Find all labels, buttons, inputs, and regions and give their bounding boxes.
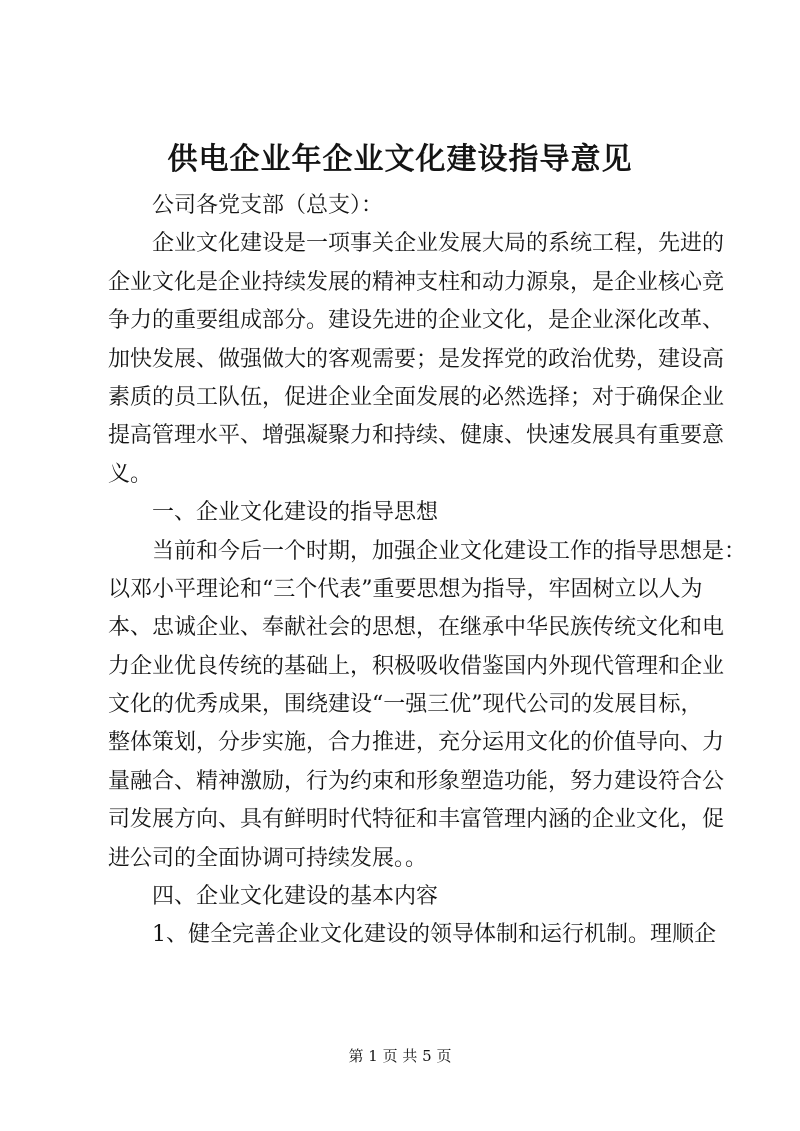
paragraph-line: 争力的重要组成部分。建设先进的企业文化，是企业深化改革、 bbox=[108, 308, 725, 334]
salutation-line: 公司各党支部（总支）： bbox=[152, 193, 384, 218]
paragraph-line: 素质的员工队伍，促进企业全面发展的必然选择；对于确保企业 bbox=[108, 384, 725, 410]
paragraph-line: 当前和今后一个时期，加强企业文化建设工作的指导思想是： bbox=[152, 538, 747, 564]
paragraph-line: 文化的优秀成果，围绕建设“一强三优”现代公司的发展目标， bbox=[108, 692, 703, 718]
section-heading: 四、企业文化建设的基本内容 bbox=[152, 884, 439, 910]
document-body bbox=[108, 187, 747, 955]
document-title: 供电企业年企业文化建设指导意见 bbox=[167, 142, 633, 177]
paragraph-line: 义。 bbox=[108, 461, 153, 487]
paragraph-line: 进公司的全面协调可持续发展。。 bbox=[108, 845, 428, 871]
paragraph-line: 力企业优良传统的基础上，积极吸收借鉴国内外现代管理和企业 bbox=[108, 653, 725, 679]
paragraph-line: 量融合、精神激励，行为约束和形象塑造功能，努力建设符合公 bbox=[108, 768, 725, 794]
section-heading: 一、企业文化建设的指导思想 bbox=[152, 500, 439, 526]
paragraph-line: 企业文化是企业持续发展的精神支柱和动力源泉，是企业核心竞 bbox=[108, 269, 725, 295]
paragraph-line: 加快发展、做强做大的客观需要；是发挥党的政治优势，建设高 bbox=[108, 346, 725, 372]
paragraph-line: 本、忠诚企业、奉献社会的思想，在继承中华民族传统文化和电 bbox=[108, 615, 725, 641]
paragraph-line: 提高管理水平、增强凝聚力和持续、健康、快速发展具有重要意 bbox=[108, 423, 725, 449]
paragraph-line: 司发展方向、具有鲜明时代特征和丰富管理内涵的企业文化，促 bbox=[108, 807, 725, 833]
paragraph-line: 以邓小平理论和“三个代表”重要思想为指导，牢固树立以人为 bbox=[108, 576, 703, 602]
page-number-footer: 第 1 页 共 5 页 bbox=[348, 1047, 452, 1065]
paragraph-line: 整体策划，分步实施，合力推进，充分运用文化的价值导向、力 bbox=[108, 730, 725, 756]
paragraph-line: 企业文化建设是一项事关企业发展大局的系统工程，先进的 bbox=[152, 231, 725, 257]
paragraph-line: 1、健全完善企业文化建设的领导体制和运行机制。理顺企 bbox=[152, 922, 716, 948]
